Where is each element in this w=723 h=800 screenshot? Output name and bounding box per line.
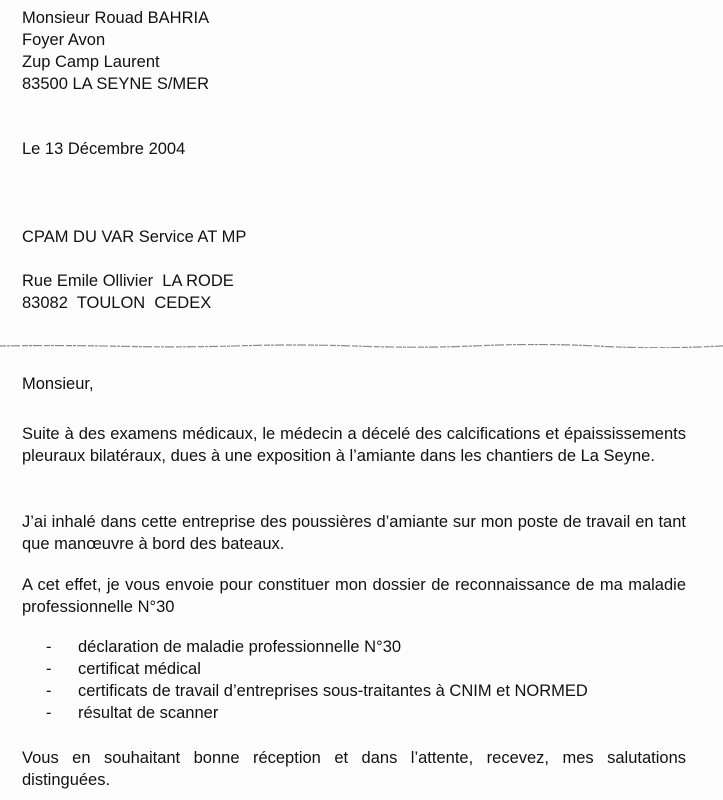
recipient-city: 83082 TOULON CEDEX bbox=[22, 294, 212, 312]
list-item-text: certificats de travail d’entreprises sous-traitantes à CNIM et NORMED bbox=[78, 682, 588, 700]
body-paragraph: J’ai inhalé dans cette entreprise des poussières d’amiante sur mon poste de travail en tant que manœuvre à bord des bateaux. bbox=[22, 513, 686, 553]
list-item-text: déclaration de maladie professionnelle N°30 bbox=[78, 638, 402, 656]
letter-date: Le 13 Décembre 2004 bbox=[22, 140, 186, 158]
sender-city: 83500 LA SEYNE S/MER bbox=[22, 75, 210, 93]
closing-paragraph: Vous en souhaitant bonne réception et dans l’attente, recevez, mes salutations distinguées. bbox=[22, 749, 686, 789]
list-item-text: résultat de scanner bbox=[78, 704, 219, 722]
body-paragraph: Suite à des examens médicaux, le médecin a décelé des calcifications et épaississements pleuraux bilatéraux, dues à une exposition à l’amiante dans les chantiers de La Seyne. bbox=[22, 425, 686, 465]
body-paragraph: A cet effet, je vous envoie pour constituer mon dossier de reconnaissance de ma maladie professionnelle N°30 bbox=[22, 576, 686, 616]
list-item bbox=[46, 680, 588, 702]
list-dash: - bbox=[46, 704, 52, 722]
recipient-name: CPAM DU VAR Service AT MP bbox=[22, 228, 247, 246]
list-dash: - bbox=[46, 682, 52, 700]
salutation: Monsieur, bbox=[22, 375, 94, 393]
list-item-text: certificat médical bbox=[78, 660, 201, 678]
sender-name: Monsieur Rouad BAHRIA bbox=[22, 9, 210, 27]
enclosed-documents-list bbox=[46, 636, 588, 724]
paper-fold-line bbox=[0, 344, 723, 348]
list-item bbox=[46, 702, 588, 724]
list-item bbox=[46, 658, 588, 680]
recipient-street: Rue Emile Ollivier LA RODE bbox=[22, 272, 234, 290]
list-dash: - bbox=[46, 660, 52, 678]
list-item bbox=[46, 636, 588, 658]
sender-address-line: Zup Camp Laurent bbox=[22, 53, 160, 71]
sender-address-line: Foyer Avon bbox=[22, 31, 106, 49]
list-dash: - bbox=[46, 638, 52, 656]
